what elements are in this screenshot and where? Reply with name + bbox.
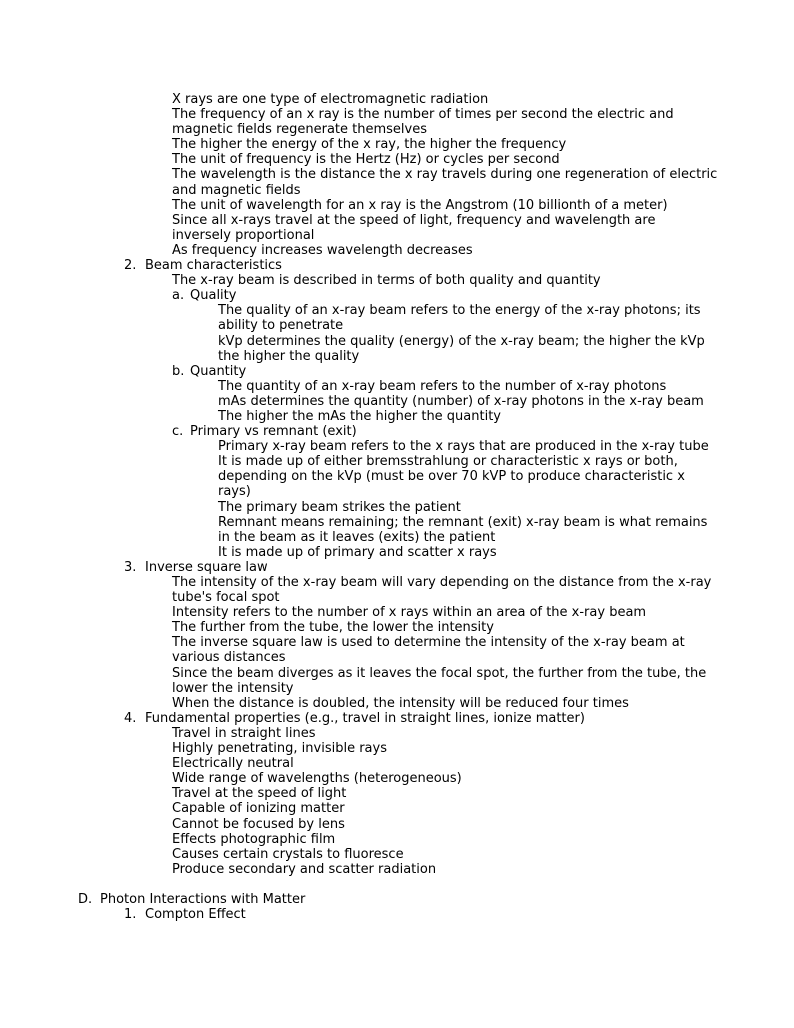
section-letter: D.: [78, 891, 93, 907]
list-number: 4.: [124, 710, 137, 726]
text-line: The unit of frequency is the Hertz (Hz) or cycles per second: [172, 152, 560, 168]
text-line: The quality of an x-ray beam refers to the energy of the x-ray photons; its: [218, 303, 701, 319]
text-line: The intensity of the x-ray beam will vary depending on the distance from the x-ray: [172, 575, 712, 590]
text-line: As frequency increases wavelength decreases: [172, 242, 473, 258]
text-line: Primary x-ray beam refers to the x rays that are produced in the x-ray tube: [218, 439, 709, 455]
sub-heading-quantity: [0, 364, 794, 379]
text-line: Since the beam diverges as it leaves the focal spot, the further from the tube, the: [172, 665, 707, 681]
text-line: rays): [218, 484, 251, 500]
text-line: mAs determines the quantity (number) of x-ray photons in the x-ray beam: [218, 393, 704, 409]
text-line: Highly penetrating, invisible rays: [172, 741, 387, 757]
text-line: The higher the energy of the x ray, the higher the frequency: [172, 137, 567, 153]
text-line: The primary beam strikes the patient: [218, 499, 461, 515]
list-heading-title: Compton Effect: [145, 906, 246, 922]
text-line: Wide range of wavelengths (heterogeneous): [172, 771, 462, 787]
text-line: Travel in straight lines: [172, 725, 316, 741]
text-line: various distances: [172, 650, 286, 666]
list-heading-fundamental-properties: [0, 711, 794, 726]
text-line: ability to penetrate: [218, 318, 344, 334]
list-heading-beam-characteristics: [0, 258, 794, 273]
text-line: depending on the kVp (must be over 70 kVP to produce characteristic x: [218, 469, 685, 485]
list-heading-title: Inverse square law: [145, 559, 268, 575]
text-line: Produce secondary and scatter radiation: [172, 861, 437, 877]
list-heading-title: Fundamental properties (e.g., travel in straight lines, ionize matter): [145, 710, 585, 726]
text-line: Since all x-rays travel at the speed of light, frequency and wavelength are: [172, 212, 656, 228]
text-line: The x-ray beam is described in terms of both quality and quantity: [172, 273, 601, 289]
section-spacer: [0, 877, 794, 892]
sub-heading-title: Primary vs remnant (exit): [190, 424, 357, 440]
sub-letter: b.: [172, 363, 185, 379]
document-page: [0, 92, 794, 922]
text-line: Effects photographic film: [172, 831, 336, 847]
text-line: The frequency of an x ray is the number of times per second the electric and: [172, 107, 674, 123]
sub-heading-title: Quantity: [190, 363, 247, 379]
text-line: Intensity refers to the number of x rays within an area of the x-ray beam: [172, 605, 647, 621]
text-line: magnetic fields regenerate themselves: [172, 122, 427, 138]
text-line: The unit of wavelength for an x ray is the Angstrom (10 billionth of a meter): [172, 197, 668, 213]
text-line: It is made up of either bremsstrahlung or characteristic x rays or both,: [218, 454, 678, 470]
sub-heading-quality: [0, 288, 794, 303]
text-line: The quantity of an x-ray beam refers to the number of x-ray photons: [218, 378, 667, 394]
text-line: Capable of ionizing matter: [172, 801, 345, 817]
list-number: 1.: [124, 906, 137, 922]
list-heading-title: Beam characteristics: [145, 258, 282, 274]
sub-heading-primary-vs-remnant: [0, 424, 794, 439]
text-line: Cannot be focused by lens: [172, 816, 345, 832]
sub-heading-title: Quality: [190, 288, 237, 304]
text-line: Causes certain crystals to fluoresce: [172, 846, 404, 862]
section-title: Photon Interactions with Matter: [100, 891, 306, 907]
text-line: tube's focal spot: [172, 590, 280, 606]
text-line: The further from the tube, the lower the intensity: [172, 620, 494, 636]
text-line: X rays are one type of electromagnetic radiation: [172, 92, 489, 107]
list-number: 2.: [124, 258, 137, 274]
text-line: The wavelength is the distance the x ray travels during one regeneration of electric: [172, 167, 718, 183]
text-line: The higher the mAs the higher the quantity: [218, 408, 502, 424]
text-line: lower the intensity: [172, 680, 294, 696]
list-number: 3.: [124, 559, 137, 575]
text-line: the higher the quality: [218, 348, 360, 364]
list-heading-compton-effect: [0, 907, 794, 922]
text-line: The inverse square law is used to determine the intensity of the x-ray beam at: [172, 635, 685, 651]
text-line: Remnant means remaining; the remnant (exit) x-ray beam is what remains: [218, 514, 708, 530]
text-line: inversely proportional: [172, 227, 315, 243]
text-line: When the distance is doubled, the intensity will be reduced four times: [172, 695, 629, 711]
sub-letter: c.: [172, 424, 184, 440]
list-heading-inverse-square-law: [0, 560, 794, 575]
text-line: in the beam as it leaves (exits) the patient: [218, 529, 496, 545]
text-line: and magnetic fields: [172, 182, 301, 198]
sub-letter: a.: [172, 288, 185, 304]
text-line: Electrically neutral: [172, 756, 294, 772]
text-line: It is made up of primary and scatter x rays: [218, 544, 497, 560]
section-heading-photon-interactions: [0, 892, 794, 907]
text-line: kVp determines the quality (energy) of the x-ray beam; the higher the kVp: [218, 333, 705, 349]
text-line: Travel at the speed of light: [172, 786, 347, 802]
